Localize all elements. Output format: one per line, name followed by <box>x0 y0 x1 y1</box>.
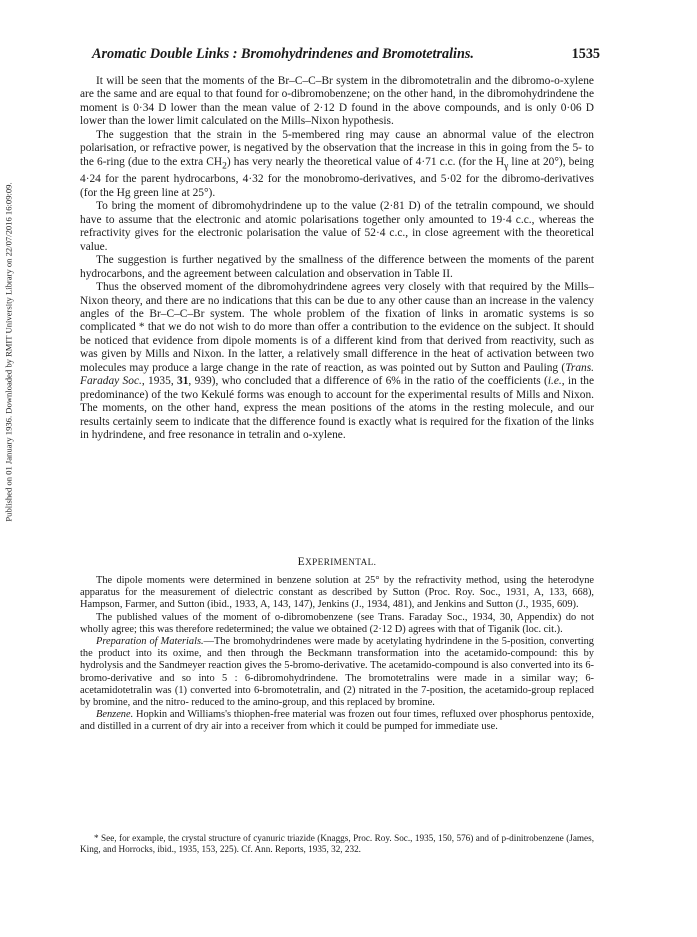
download-watermark <box>2 132 16 572</box>
footnote-text: * See, for example, the crystal structure of cyanuric triazide (Knaggs, Proc. Roy. Soc., 1935, 150, 576) and of p-dinitrobenzene (James, King, and Horrocks, ibid., 1935, 153, 225). Cf. Ann. Reports, 1935, 32, 232. <box>80 833 594 855</box>
experimental-paragraph-2: The published values of the moment of o-dibromobenzene (see Trans. Faraday Soc., 1934, 30, Appendix) do not wholly agree; this was therefore redetermined; the value we obtained (2·12 D) agrees with that of Tiganik (loc. cit.). <box>80 611 594 635</box>
page-number: 1535 <box>571 46 600 62</box>
paragraph-2: The suggestion that the strain in the 5-membered ring may cause an abnormal value of the electron polarisation, or refractive power, is negatived by the observation that the increase in this in going from the 5- to the 6-ring (due to the extra $CH_2$) has very nearly the theoretical value of 4·71 c.c. (for the $H_\gamma$ line at 20°), being 4·24 for the parent hydrocarbons, 4·32 for the monobromo-derivatives, and 5·02 for the dibromo-derivatives (for the Hg green line at 25°). <box>80 128 594 199</box>
section-heading-experimental: EXPERIMENTAL. <box>297 555 377 568</box>
paragraph-1: It will be seen that the moments of the Br–C–C–Br system in the dibromotetralin and the dibromo-o-xylene are the same and are equal to that found for o-dibromobenzene; on the other hand, in the dibromohydrindene the moment is 0·34 D lower than the mean value of 2·12 D found in the above compounds, and is only 0·06 D lower than the lower limit calculated on the Mills–Nixon hypothesis. <box>80 75 594 128</box>
footnote <box>80 833 594 856</box>
running-title: Aromatic Double Links : Bromohydrindenes and Bromotetralins. <box>92 46 474 62</box>
running-header <box>92 46 600 63</box>
main-text <box>80 75 594 443</box>
download-watermark-text: Published on 01 January 1936. Downloaded by RMIT University Library on 22/07/2016 16:09:09. <box>4 182 15 522</box>
paragraph-3: To bring the moment of dibromohydrindene up to the value (2·81 D) of the tetralin compound, we should have to assume that the electronic and atomic polarisations together only amounted to 19·4 c.c., whereas the refractivity gives for the electronic polarisation the value of 52·4 c.c., in close agreement with the theoretical value. <box>80 200 594 253</box>
paragraph-5: Thus the observed moment of the dibromohydrindene agrees very closely with that required by the Mills–Nixon theory, and there are no indications that this can be due to any other cause than an increase in the valency angles of the Br–C–C–Br system. The whole problem of the fixation of links in aromatic systems is so complicated * that we do not wish to do more than offer a contribution to the evidence on the subject. It should be noticed that evidence from dipole moments is of a different kind from that derived from reactivity, such as was given by Mills and Nixon. In the latter, a relatively small difference in the heat of activation between two molecules may produce a large change in the rate of reaction, as was pointed out by Sutton and Pauling (Trans. Faraday Soc., 1935, 31, 939), who concluded that a difference of 6% in the ratio of the coefficients (i.e., in the predominance) of the two Kekulé forms was enough to account for the experimental results of Mills and Nixon. The moments, on the other hand, express the mean positions of the atoms in the resting molecule, and our results certainly seem to indicate that the difference found is exactly what is required for the fixation of the links in hydrindene, and free resonance in tetralin and o-xylene. <box>80 281 595 442</box>
experimental-paragraph-1: The dipole moments were determined in benzene solution at 25° by the refractivity method, using the heterodyne apparatus for the measurement of dielectric constant as described by Sutton (Proc. Roy. Soc., 1931, A, 133, 668), Hampson, Farmer, and Sutton (ibid., 1933, A, 143, 147), Jenkins (J., 1934, 481), and Jenkins and Sutton (J., 1935, 609). <box>80 575 594 611</box>
experimental-text <box>80 575 594 734</box>
experimental-paragraph-3: Preparation of Materials.—The bromohydrindenes were made by acetylating hydrindene in the 5-position, converting the product into its oxime, and then through the Beckmann transformation into the acetamido-compound: this by hydrolysis and the Sandmeyer reaction gives the 5-bromo-derivative. The acetamido-compound is also converted into its 6-bromo-derivative and so into 5 : 6-dibromohydrindene. The bromotetralins were made in a similar way; 6-acetamidotetralin was (1) converted into 6-bromotetralin, and (2) nitrated in the 7-position, the acetamido-group replaced by bromine, and the nitro- reduced to the amino-group, and this replaced by bromine. <box>80 636 594 709</box>
paragraph-4: The suggestion is further negatived by the smallness of the difference between the moments of the parent hydrocarbons, and the agreement between calculation and observation in Table II. <box>80 254 594 280</box>
experimental-paragraph-4: Benzene. Hopkin and Williams's thiophen-free material was frozen out four times, refluxed over phosphorus pentoxide, and distilled in a current of dry air into a receiver from which it could be pumped for immediate use. <box>80 709 594 733</box>
